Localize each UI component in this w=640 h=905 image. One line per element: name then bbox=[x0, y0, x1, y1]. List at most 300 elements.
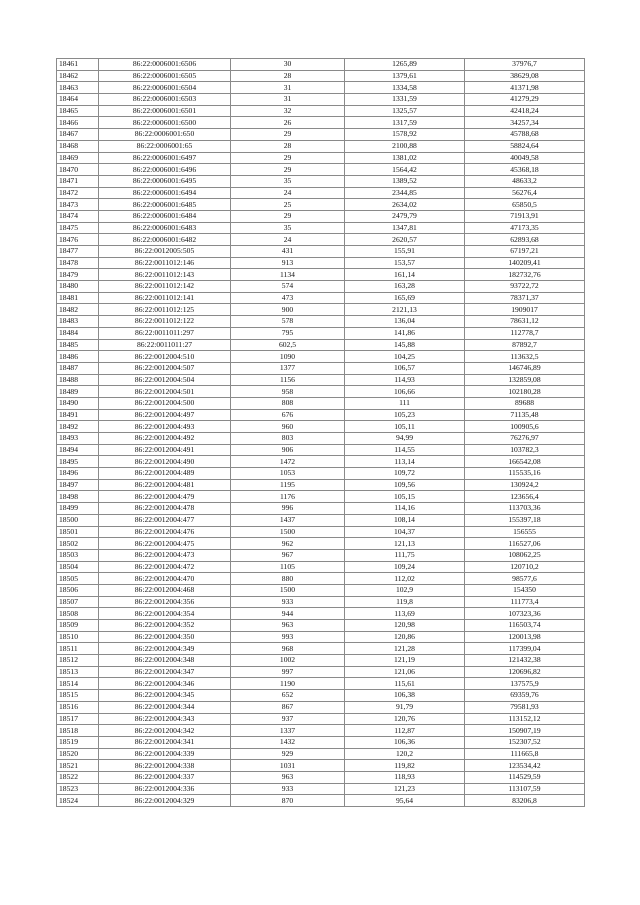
cadastral-number-cell: 86:22:0012004:491 bbox=[99, 444, 231, 456]
unit-price-cell: 106,38 bbox=[345, 690, 465, 702]
cadastral-value-cell: 78631,12 bbox=[465, 316, 585, 328]
area-cell: 1156 bbox=[231, 374, 345, 386]
row-number-cell: 18502 bbox=[57, 538, 99, 550]
unit-price-cell: 118,93 bbox=[345, 771, 465, 783]
table-row bbox=[57, 655, 585, 667]
row-number-cell: 18461 bbox=[57, 59, 99, 71]
unit-price-cell: 1564,42 bbox=[345, 164, 465, 176]
cadastral-number-cell: 86:22:0006001:650 bbox=[99, 129, 231, 141]
cadastral-number-cell: 86:22:0012004:501 bbox=[99, 386, 231, 398]
table-row bbox=[57, 736, 585, 748]
table-row bbox=[57, 503, 585, 515]
table-row bbox=[57, 70, 585, 82]
row-number-cell: 18464 bbox=[57, 94, 99, 106]
row-number-cell: 18492 bbox=[57, 421, 99, 433]
table-row bbox=[57, 152, 585, 164]
row-number-cell: 18499 bbox=[57, 503, 99, 515]
unit-price-cell: 114,55 bbox=[345, 444, 465, 456]
area-cell: 28 bbox=[231, 140, 345, 152]
table-row bbox=[57, 479, 585, 491]
unit-price-cell: 121,06 bbox=[345, 666, 465, 678]
table-row bbox=[57, 210, 585, 222]
area-cell: 24 bbox=[231, 234, 345, 246]
cadastral-number-cell: 86:22:0011011:27 bbox=[99, 339, 231, 351]
row-number-cell: 18503 bbox=[57, 549, 99, 561]
cadastral-value-cell: 78371,37 bbox=[465, 292, 585, 304]
table-row bbox=[57, 94, 585, 106]
table-row bbox=[57, 526, 585, 538]
row-number-cell: 18489 bbox=[57, 386, 99, 398]
unit-price-cell: 2344,85 bbox=[345, 187, 465, 199]
cadastral-number-cell: 86:22:0012004:348 bbox=[99, 655, 231, 667]
area-cell: 574 bbox=[231, 281, 345, 293]
cadastral-number-cell: 86:22:0012005:505 bbox=[99, 246, 231, 258]
cadastral-number-cell: 86:22:0012004:493 bbox=[99, 421, 231, 433]
table-row bbox=[57, 643, 585, 655]
cadastral-value-cell: 113703,36 bbox=[465, 503, 585, 515]
table-row bbox=[57, 351, 585, 363]
cadastral-value-cell: 123656,4 bbox=[465, 491, 585, 503]
unit-price-cell: 114,93 bbox=[345, 374, 465, 386]
area-cell: 960 bbox=[231, 421, 345, 433]
area-cell: 906 bbox=[231, 444, 345, 456]
cadastral-number-cell: 86:22:0006001:6482 bbox=[99, 234, 231, 246]
area-cell: 652 bbox=[231, 690, 345, 702]
cadastral-value-cell: 152307,52 bbox=[465, 736, 585, 748]
area-cell: 431 bbox=[231, 246, 345, 258]
area-cell: 31 bbox=[231, 82, 345, 94]
row-number-cell: 18500 bbox=[57, 514, 99, 526]
row-number-cell: 18472 bbox=[57, 187, 99, 199]
table-row bbox=[57, 82, 585, 94]
unit-price-cell: 106,66 bbox=[345, 386, 465, 398]
cadastral-number-cell: 86:22:0012004:356 bbox=[99, 596, 231, 608]
unit-price-cell: 109,24 bbox=[345, 561, 465, 573]
area-cell: 958 bbox=[231, 386, 345, 398]
cadastral-number-cell: 86:22:0012004:470 bbox=[99, 573, 231, 585]
table-row bbox=[57, 538, 585, 550]
cadastral-value-cell: 56276,4 bbox=[465, 187, 585, 199]
cadastral-number-cell: 86:22:0011012:122 bbox=[99, 316, 231, 328]
unit-price-cell: 1325,57 bbox=[345, 105, 465, 117]
area-cell: 1053 bbox=[231, 468, 345, 480]
cadastral-number-cell: 86:22:0012004:478 bbox=[99, 503, 231, 515]
unit-price-cell: 108,14 bbox=[345, 514, 465, 526]
row-number-cell: 18518 bbox=[57, 725, 99, 737]
area-cell: 1195 bbox=[231, 479, 345, 491]
cadastral-number-cell: 86:22:0011012:142 bbox=[99, 281, 231, 293]
cadastral-value-cell: 87892,7 bbox=[465, 339, 585, 351]
cadastral-number-cell: 86:22:0006001:6485 bbox=[99, 199, 231, 211]
cadastral-value-cell: 116503,74 bbox=[465, 620, 585, 632]
area-cell: 803 bbox=[231, 433, 345, 445]
cadastral-number-cell: 86:22:0012004:504 bbox=[99, 374, 231, 386]
row-number-cell: 18481 bbox=[57, 292, 99, 304]
area-cell: 1002 bbox=[231, 655, 345, 667]
cadastral-value-cell: 45788,68 bbox=[465, 129, 585, 141]
cadastral-value-cell: 40049,58 bbox=[465, 152, 585, 164]
cadastral-number-cell: 86:22:0006001:6497 bbox=[99, 152, 231, 164]
area-cell: 29 bbox=[231, 129, 345, 141]
unit-price-cell: 153,57 bbox=[345, 257, 465, 269]
row-number-cell: 18471 bbox=[57, 175, 99, 187]
row-number-cell: 18485 bbox=[57, 339, 99, 351]
unit-price-cell: 1347,81 bbox=[345, 222, 465, 234]
cadastral-value-cell: 112778,7 bbox=[465, 327, 585, 339]
cadastral-value-cell: 41279,29 bbox=[465, 94, 585, 106]
area-cell: 1090 bbox=[231, 351, 345, 363]
table-row bbox=[57, 795, 585, 807]
cadastral-value-cell: 132859,08 bbox=[465, 374, 585, 386]
cadastral-value-cell: 79581,93 bbox=[465, 701, 585, 713]
cadastral-value-cell: 111665,8 bbox=[465, 748, 585, 760]
cadastral-number-cell: 86:22:0012004:476 bbox=[99, 526, 231, 538]
cadastral-number-cell: 86:22:0006001:6494 bbox=[99, 187, 231, 199]
unit-price-cell: 121,19 bbox=[345, 655, 465, 667]
row-number-cell: 18480 bbox=[57, 281, 99, 293]
cadastral-number-cell: 86:22:0006001:6501 bbox=[99, 105, 231, 117]
area-cell: 31 bbox=[231, 94, 345, 106]
row-number-cell: 18470 bbox=[57, 164, 99, 176]
unit-price-cell: 109,72 bbox=[345, 468, 465, 480]
cadastral-value-cell: 42418,24 bbox=[465, 105, 585, 117]
unit-price-cell: 163,28 bbox=[345, 281, 465, 293]
unit-price-cell: 119,8 bbox=[345, 596, 465, 608]
area-cell: 963 bbox=[231, 620, 345, 632]
row-number-cell: 18520 bbox=[57, 748, 99, 760]
row-number-cell: 18509 bbox=[57, 620, 99, 632]
cadastral-value-cell: 113632,5 bbox=[465, 351, 585, 363]
cadastral-value-cell: 116527,06 bbox=[465, 538, 585, 550]
table-row bbox=[57, 129, 585, 141]
table-row bbox=[57, 339, 585, 351]
row-number-cell: 18494 bbox=[57, 444, 99, 456]
row-number-cell: 18488 bbox=[57, 374, 99, 386]
unit-price-cell: 91,79 bbox=[345, 701, 465, 713]
cadastral-number-cell: 86:22:0011012:141 bbox=[99, 292, 231, 304]
row-number-cell: 18514 bbox=[57, 678, 99, 690]
row-number-cell: 18496 bbox=[57, 468, 99, 480]
cadastral-number-cell: 86:22:0006001:6500 bbox=[99, 117, 231, 129]
table-row bbox=[57, 433, 585, 445]
table-row bbox=[57, 573, 585, 585]
table-row bbox=[57, 421, 585, 433]
area-cell: 602,5 bbox=[231, 339, 345, 351]
table-row bbox=[57, 199, 585, 211]
cadastral-number-cell: 86:22:0012004:479 bbox=[99, 491, 231, 503]
row-number-cell: 18476 bbox=[57, 234, 99, 246]
row-number-cell: 18484 bbox=[57, 327, 99, 339]
area-cell: 944 bbox=[231, 608, 345, 620]
cadastral-value-cell: 41371,98 bbox=[465, 82, 585, 94]
cadastral-value-cell: 93722,72 bbox=[465, 281, 585, 293]
row-number-cell: 18515 bbox=[57, 690, 99, 702]
table-row bbox=[57, 222, 585, 234]
row-number-cell: 18468 bbox=[57, 140, 99, 152]
table-row bbox=[57, 620, 585, 632]
unit-price-cell: 145,88 bbox=[345, 339, 465, 351]
cadastral-value-cell: 108062,25 bbox=[465, 549, 585, 561]
area-cell: 968 bbox=[231, 643, 345, 655]
unit-price-cell: 2121,13 bbox=[345, 304, 465, 316]
unit-price-cell: 94,99 bbox=[345, 433, 465, 445]
table-row bbox=[57, 386, 585, 398]
cadastral-number-cell: 86:22:0012004:475 bbox=[99, 538, 231, 550]
area-cell: 1500 bbox=[231, 526, 345, 538]
cadastral-number-cell: 86:22:0012004:497 bbox=[99, 409, 231, 421]
row-number-cell: 18506 bbox=[57, 584, 99, 596]
area-cell: 1176 bbox=[231, 491, 345, 503]
area-cell: 26 bbox=[231, 117, 345, 129]
table-row bbox=[57, 549, 585, 561]
unit-price-cell: 121,23 bbox=[345, 783, 465, 795]
area-cell: 962 bbox=[231, 538, 345, 550]
cadastral-number-cell: 86:22:0012004:492 bbox=[99, 433, 231, 445]
area-cell: 29 bbox=[231, 152, 345, 164]
area-cell: 996 bbox=[231, 503, 345, 515]
row-number-cell: 18474 bbox=[57, 210, 99, 222]
area-cell: 676 bbox=[231, 409, 345, 421]
area-cell: 578 bbox=[231, 316, 345, 328]
row-number-cell: 18521 bbox=[57, 760, 99, 772]
area-cell: 1437 bbox=[231, 514, 345, 526]
table-row bbox=[57, 117, 585, 129]
row-number-cell: 18508 bbox=[57, 608, 99, 620]
unit-price-cell: 106,36 bbox=[345, 736, 465, 748]
cadastral-value-cell: 113152,12 bbox=[465, 713, 585, 725]
cadastral-value-cell: 137575,9 bbox=[465, 678, 585, 690]
cadastral-number-cell: 86:22:0012004:329 bbox=[99, 795, 231, 807]
cadastral-number-cell: 86:22:0012004:336 bbox=[99, 783, 231, 795]
table-row bbox=[57, 444, 585, 456]
area-cell: 1337 bbox=[231, 725, 345, 737]
unit-price-cell: 121,28 bbox=[345, 643, 465, 655]
cadastral-value-cell: 58824,64 bbox=[465, 140, 585, 152]
area-cell: 880 bbox=[231, 573, 345, 585]
cadastral-number-cell: 86:22:0006001:6503 bbox=[99, 94, 231, 106]
cadastral-value-cell: 123534,42 bbox=[465, 760, 585, 772]
table-row bbox=[57, 771, 585, 783]
cadastral-value-cell: 69359,76 bbox=[465, 690, 585, 702]
cadastral-number-cell: 86:22:0012004:473 bbox=[99, 549, 231, 561]
cadastral-number-cell: 86:22:0012004:347 bbox=[99, 666, 231, 678]
unit-price-cell: 104,37 bbox=[345, 526, 465, 538]
cadastral-number-cell: 86:22:0006001:6505 bbox=[99, 70, 231, 82]
unit-price-cell: 112,87 bbox=[345, 725, 465, 737]
cadastral-number-cell: 86:22:0012004:490 bbox=[99, 456, 231, 468]
cadastral-value-cell: 114529,59 bbox=[465, 771, 585, 783]
cadastral-value-cell: 37976,7 bbox=[465, 59, 585, 71]
cadastral-number-cell: 86:22:0012004:339 bbox=[99, 748, 231, 760]
unit-price-cell: 1265,89 bbox=[345, 59, 465, 71]
table-row bbox=[57, 327, 585, 339]
table-row bbox=[57, 666, 585, 678]
table-row bbox=[57, 269, 585, 281]
area-cell: 32 bbox=[231, 105, 345, 117]
unit-price-cell: 1389,52 bbox=[345, 175, 465, 187]
area-cell: 929 bbox=[231, 748, 345, 760]
area-cell: 937 bbox=[231, 713, 345, 725]
table-row bbox=[57, 690, 585, 702]
table-row bbox=[57, 783, 585, 795]
cadastral-value-cell: 130924,2 bbox=[465, 479, 585, 491]
cadastral-value-cell: 111773,4 bbox=[465, 596, 585, 608]
area-cell: 1500 bbox=[231, 584, 345, 596]
cadastral-value-cell: 1909017 bbox=[465, 304, 585, 316]
area-cell: 25 bbox=[231, 199, 345, 211]
cadastral-value-cell: 117399,04 bbox=[465, 643, 585, 655]
table-row bbox=[57, 514, 585, 526]
row-number-cell: 18511 bbox=[57, 643, 99, 655]
cadastral-number-cell: 86:22:0006001:6483 bbox=[99, 222, 231, 234]
row-number-cell: 18467 bbox=[57, 129, 99, 141]
cadastral-number-cell: 86:22:0006001:6496 bbox=[99, 164, 231, 176]
cadastral-number-cell: 86:22:0006001:6504 bbox=[99, 82, 231, 94]
table-row bbox=[57, 175, 585, 187]
unit-price-cell: 161,14 bbox=[345, 269, 465, 281]
cadastral-value-cell: 120710,2 bbox=[465, 561, 585, 573]
table-row bbox=[57, 561, 585, 573]
cadastral-value-cell: 182732,76 bbox=[465, 269, 585, 281]
cadastral-value-cell: 83206,8 bbox=[465, 795, 585, 807]
unit-price-cell: 114,16 bbox=[345, 503, 465, 515]
row-number-cell: 18498 bbox=[57, 491, 99, 503]
row-number-cell: 18479 bbox=[57, 269, 99, 281]
cadastral-number-cell: 86:22:0006001:6484 bbox=[99, 210, 231, 222]
area-cell: 867 bbox=[231, 701, 345, 713]
row-number-cell: 18462 bbox=[57, 70, 99, 82]
area-cell: 29 bbox=[231, 210, 345, 222]
unit-price-cell: 113,14 bbox=[345, 456, 465, 468]
table-row bbox=[57, 105, 585, 117]
cadastral-number-cell: 86:22:0006001:6506 bbox=[99, 59, 231, 71]
row-number-cell: 18475 bbox=[57, 222, 99, 234]
cadastral-number-cell: 86:22:0012004:507 bbox=[99, 362, 231, 374]
area-cell: 35 bbox=[231, 175, 345, 187]
area-cell: 913 bbox=[231, 257, 345, 269]
area-cell: 1472 bbox=[231, 456, 345, 468]
unit-price-cell: 105,23 bbox=[345, 409, 465, 421]
area-cell: 795 bbox=[231, 327, 345, 339]
cadastral-number-cell: 86:22:0012004:489 bbox=[99, 468, 231, 480]
cadastral-value-cell: 156555 bbox=[465, 526, 585, 538]
unit-price-cell: 106,57 bbox=[345, 362, 465, 374]
area-cell: 28 bbox=[231, 70, 345, 82]
cadastral-value-cell: 113107,59 bbox=[465, 783, 585, 795]
area-cell: 29 bbox=[231, 164, 345, 176]
cadastral-value-cell: 65850,5 bbox=[465, 199, 585, 211]
area-cell: 35 bbox=[231, 222, 345, 234]
unit-price-cell: 104,25 bbox=[345, 351, 465, 363]
table-row bbox=[57, 257, 585, 269]
cadastral-value-cell: 62893,68 bbox=[465, 234, 585, 246]
unit-price-cell: 165,69 bbox=[345, 292, 465, 304]
cadastral-value-cell: 45368,18 bbox=[465, 164, 585, 176]
unit-price-cell: 1334,58 bbox=[345, 82, 465, 94]
cadastral-value-cell: 38629,08 bbox=[465, 70, 585, 82]
cadastral-value-cell: 102180,28 bbox=[465, 386, 585, 398]
cadastral-value-cell: 71135,48 bbox=[465, 409, 585, 421]
area-cell: 1105 bbox=[231, 561, 345, 573]
area-cell: 933 bbox=[231, 783, 345, 795]
row-number-cell: 18495 bbox=[57, 456, 99, 468]
row-number-cell: 18466 bbox=[57, 117, 99, 129]
cadastral-number-cell: 86:22:0011012:125 bbox=[99, 304, 231, 316]
area-cell: 1377 bbox=[231, 362, 345, 374]
cadastral-number-cell: 86:22:0012004:481 bbox=[99, 479, 231, 491]
unit-price-cell: 121,13 bbox=[345, 538, 465, 550]
row-number-cell: 18501 bbox=[57, 526, 99, 538]
cadastral-number-cell: 86:22:0006001:6495 bbox=[99, 175, 231, 187]
row-number-cell: 18465 bbox=[57, 105, 99, 117]
cadastral-number-cell: 86:22:0012004:354 bbox=[99, 608, 231, 620]
unit-price-cell: 136,04 bbox=[345, 316, 465, 328]
row-number-cell: 18486 bbox=[57, 351, 99, 363]
table-row bbox=[57, 678, 585, 690]
table-row bbox=[57, 164, 585, 176]
table-row bbox=[57, 362, 585, 374]
table-row bbox=[57, 409, 585, 421]
cadastral-number-cell: 86:22:0012004:468 bbox=[99, 584, 231, 596]
row-number-cell: 18513 bbox=[57, 666, 99, 678]
area-cell: 1134 bbox=[231, 269, 345, 281]
cadastral-number-cell: 86:22:0012004:338 bbox=[99, 760, 231, 772]
row-number-cell: 18473 bbox=[57, 199, 99, 211]
area-cell: 933 bbox=[231, 596, 345, 608]
cadastral-value-cell: 154350 bbox=[465, 584, 585, 596]
cadastral-number-cell: 86:22:0012004:345 bbox=[99, 690, 231, 702]
cadastral-value-cell: 48633,2 bbox=[465, 175, 585, 187]
row-number-cell: 18497 bbox=[57, 479, 99, 491]
row-number-cell: 18482 bbox=[57, 304, 99, 316]
table-row bbox=[57, 140, 585, 152]
table-row bbox=[57, 316, 585, 328]
row-number-cell: 18524 bbox=[57, 795, 99, 807]
table-row bbox=[57, 374, 585, 386]
row-number-cell: 18517 bbox=[57, 713, 99, 725]
area-cell: 963 bbox=[231, 771, 345, 783]
row-number-cell: 18493 bbox=[57, 433, 99, 445]
table-body bbox=[57, 59, 585, 807]
unit-price-cell: 111 bbox=[345, 397, 465, 409]
cadastral-value-cell: 71913,91 bbox=[465, 210, 585, 222]
cadastral-value-cell: 120013,98 bbox=[465, 631, 585, 643]
unit-price-cell: 1381,02 bbox=[345, 152, 465, 164]
cadastral-number-cell: 86:22:0011012:146 bbox=[99, 257, 231, 269]
table-row bbox=[57, 713, 585, 725]
cadastral-number-cell: 86:22:0012004:477 bbox=[99, 514, 231, 526]
cadastral-value-cell: 89688 bbox=[465, 397, 585, 409]
table-row bbox=[57, 491, 585, 503]
unit-price-cell: 109,56 bbox=[345, 479, 465, 491]
row-number-cell: 18516 bbox=[57, 701, 99, 713]
row-number-cell: 18512 bbox=[57, 655, 99, 667]
cadastral-number-cell: 86:22:0012004:350 bbox=[99, 631, 231, 643]
unit-price-cell: 113,69 bbox=[345, 608, 465, 620]
unit-price-cell: 1379,61 bbox=[345, 70, 465, 82]
area-cell: 1190 bbox=[231, 678, 345, 690]
row-number-cell: 18491 bbox=[57, 409, 99, 421]
row-number-cell: 18507 bbox=[57, 596, 99, 608]
cadastral-number-cell: 86:22:0012004:337 bbox=[99, 771, 231, 783]
table-row bbox=[57, 584, 585, 596]
table-row bbox=[57, 59, 585, 71]
row-number-cell: 18463 bbox=[57, 82, 99, 94]
unit-price-cell: 102,9 bbox=[345, 584, 465, 596]
row-number-cell: 18505 bbox=[57, 573, 99, 585]
unit-price-cell: 1578,92 bbox=[345, 129, 465, 141]
table-row bbox=[57, 281, 585, 293]
